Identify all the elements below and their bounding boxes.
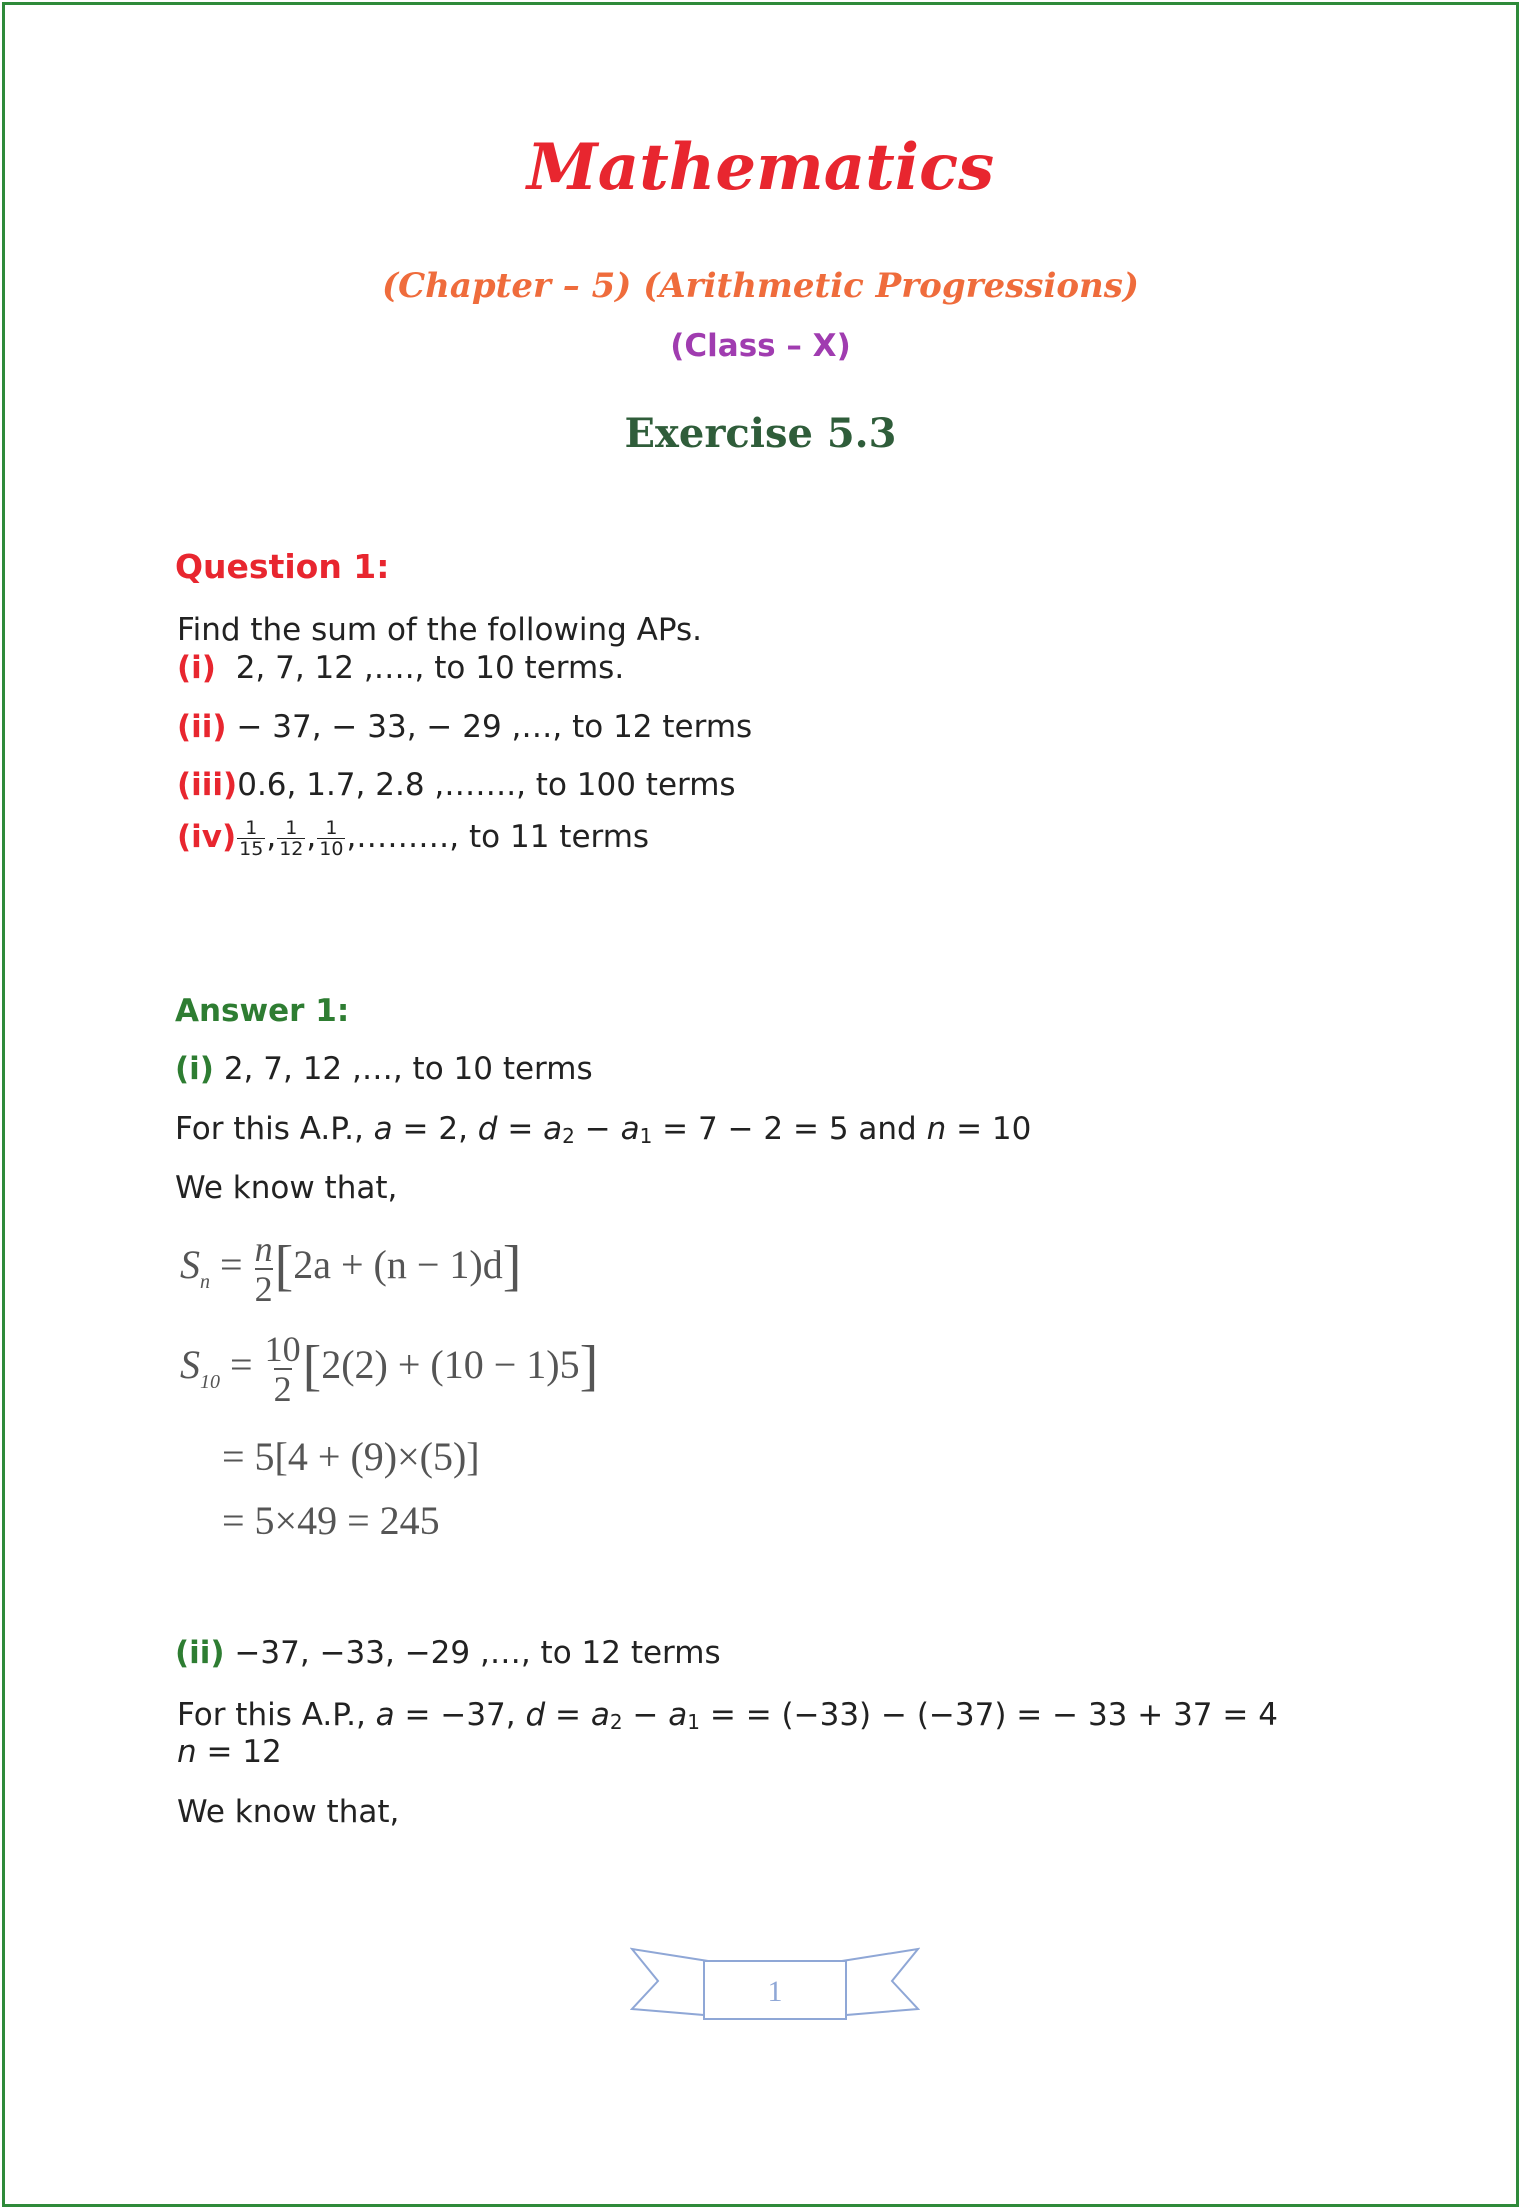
part-text: 0.6, 1.7, 2.8 ,……., to 100 terms (237, 767, 736, 803)
answer-part-i-values: For this A.P., a = 2, $d = a_2 - a_1 = 7 - 2 = 5$ and n = 10 (175, 1111, 1032, 1148)
class-label: (Class – X) (670, 328, 851, 364)
question-prompt: Find the sum of the following APs. (177, 612, 702, 648)
page-title: Mathematics (526, 130, 995, 205)
question-part-iv: (iv) $\frac{1}{15}$ , $\frac{1}{12}$ , $\frac{1}{10}$ ,………, to 11 terms (177, 817, 650, 860)
question-heading: Question 1: (175, 547, 390, 586)
part-text: − 37, − 33, − 29 ,…, to 12 terms (236, 709, 753, 745)
fraction: $\frac{n}{2}$ (254, 1229, 273, 1309)
series-text: −37, −33, −29 ,…, to 12 terms (234, 1635, 721, 1671)
we-know-that: We know that, (175, 1170, 398, 1206)
answer-part-ii-series (175, 1635, 721, 1671)
sum-step-1: $S_{10}$ = $\frac{10}{2}$ [2(2) + (10 − 1)5] (180, 1329, 599, 1409)
question-part-i (177, 650, 624, 686)
part-label: (iv) (177, 819, 237, 855)
answer-heading: Answer 1: (175, 993, 350, 1029)
fraction: $\frac{1}{10}$ (319, 817, 344, 860)
part-text: ,………, to 11 terms (346, 819, 650, 855)
part-label: (iii) (177, 767, 238, 803)
fraction: $\frac{1}{12}$ (279, 817, 304, 860)
series-text: 2, 7, 12 ,…, to 10 terms (223, 1051, 593, 1087)
answer-part-ii-values: For this A.P., a = −37, $d = a_2 - a_1$ = = (−33) − (−37) = − 33 + 37 = 4 (177, 1697, 1278, 1734)
part-label: (ii) (177, 709, 227, 745)
sum-step-2: = 5[4 + (9)×(5)] (222, 1434, 480, 1479)
page-ribbon (630, 1945, 920, 2035)
chapter-heading: (Chapter – 5) (Arithmetic Progressions) (382, 266, 1139, 306)
part-label: (i) (177, 650, 216, 686)
fraction: $\frac{1}{15}$ (239, 817, 264, 860)
fraction: $\frac{10}{2}$ (264, 1329, 301, 1409)
answer-part-i-series (175, 1051, 593, 1087)
part-text: 2, 7, 12 ,…., to 10 terms. (235, 650, 625, 686)
question-part-iii (177, 767, 736, 803)
we-know-that: We know that, (177, 1794, 400, 1830)
question-part-ii (177, 709, 752, 745)
exercise-heading: Exercise 5.3 (624, 410, 897, 457)
page-number: 1 (767, 1975, 783, 2008)
part-label: (ii) (175, 1635, 225, 1671)
sum-step-3: = 5×49 = 245 (222, 1498, 440, 1543)
sum-formula: $S_n$ = $\frac{n}{2}$ [2a + (n − 1)d] (180, 1229, 522, 1309)
answer-part-ii-n: n = 12 (177, 1734, 282, 1770)
part-label: (i) (175, 1051, 214, 1087)
